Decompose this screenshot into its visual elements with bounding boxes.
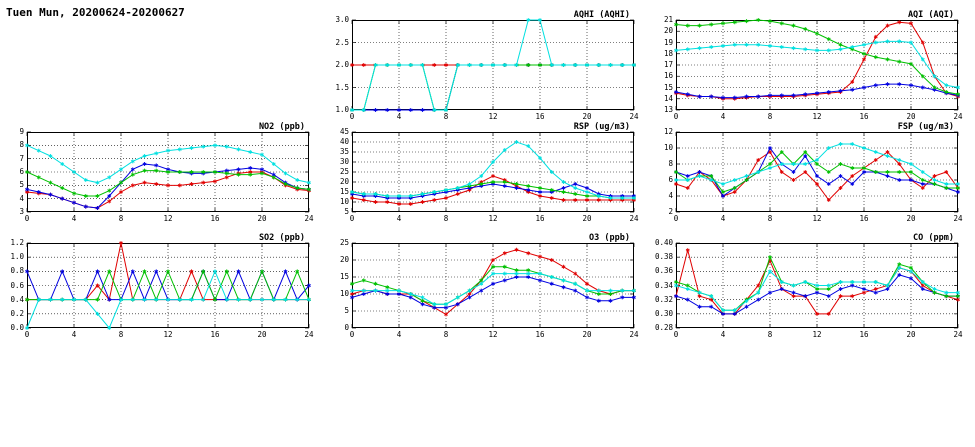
y-tick-label-aqi: 14 <box>663 93 673 103</box>
chart-title-co: CO (ppm) <box>913 233 954 243</box>
x-tick-label-aqhi: 8 <box>443 112 449 121</box>
chart-canvas-no2 <box>27 132 309 212</box>
chart-canvas-aqi <box>676 20 958 110</box>
y-tick-label-so2: 1.2 <box>10 238 24 247</box>
x-tick-label-aqhi: 24 <box>629 112 639 121</box>
x-tick-label-o3: 12 <box>488 330 498 339</box>
series-marker-day1 <box>686 248 689 252</box>
x-tick-label-rsp: 8 <box>443 214 449 223</box>
series-marker-day1 <box>562 265 565 269</box>
x-tick-label-o3: 0 <box>349 330 355 339</box>
chart-title-o3: O3 (ppb) <box>589 233 630 243</box>
y-tick-label-o3: 5 <box>344 306 349 315</box>
y-tick-label-fsp: 8 <box>668 159 673 168</box>
x-tick-label-rsp: 4 <box>396 214 402 223</box>
y-tick-label-aqi: 19 <box>663 37 673 47</box>
x-tick-label-aqi: 24 <box>953 112 963 121</box>
x-tick-label-o3: 20 <box>582 330 592 339</box>
y-tick-label-co: 0.28 <box>654 323 673 332</box>
y-tick-label-co: 0.34 <box>654 280 673 290</box>
x-tick-label-rsp: 24 <box>629 214 639 223</box>
x-tick-label-fsp: 12 <box>812 214 822 223</box>
chart-canvas-aqhi <box>352 20 634 110</box>
chart-canvas-o3 <box>352 243 634 328</box>
x-tick-label-so2: 8 <box>118 330 124 339</box>
x-tick-label-aqhi: 0 <box>349 112 355 121</box>
y-tick-label-rsp: 20 <box>339 177 349 186</box>
y-tick-label-co: 0.40 <box>654 238 673 247</box>
x-tick-label-so2: 12 <box>163 330 173 339</box>
x-tick-label-no2: 16 <box>210 214 220 223</box>
x-tick-label-no2: 24 <box>304 214 314 223</box>
x-tick-label-fsp: 0 <box>673 214 679 223</box>
chart-canvas-fsp <box>676 132 958 212</box>
x-tick-label-so2: 4 <box>71 330 77 339</box>
x-tick-label-aqi: 4 <box>720 112 726 121</box>
y-tick-label-no2: 6 <box>19 167 24 176</box>
chart-title-fsp: FSP (ug/m3) <box>897 122 954 132</box>
chart-title-aqhi: AQHI (AQHI) <box>573 10 630 20</box>
series-marker-day4 <box>37 149 40 153</box>
x-tick-label-no2: 4 <box>71 214 77 223</box>
chart-canvas-co <box>676 243 958 328</box>
y-tick-label-co: 0.32 <box>654 294 673 304</box>
series-marker-day3 <box>260 269 263 273</box>
x-tick-label-aqi: 8 <box>767 112 773 121</box>
y-tick-label-o3: 0 <box>344 323 349 332</box>
x-tick-label-fsp: 24 <box>953 214 963 223</box>
y-tick-label-no2: 8 <box>19 140 24 150</box>
x-tick-label-aqi: 16 <box>859 112 869 121</box>
chart-title-no2: NO2 (ppb) <box>258 122 305 132</box>
x-tick-label-fsp: 16 <box>859 214 869 223</box>
y-tick-label-aqhi: 3.0 <box>335 15 349 24</box>
y-tick-label-fsp: 2 <box>668 207 673 216</box>
y-tick-label-rsp: 45 <box>339 127 349 136</box>
x-tick-label-o3: 24 <box>629 330 639 339</box>
x-tick-label-so2: 20 <box>257 330 267 339</box>
y-tick-label-aqhi: 2.0 <box>335 60 349 69</box>
y-tick-label-o3: 25 <box>339 238 349 247</box>
y-tick-label-o3: 10 <box>339 289 349 298</box>
x-tick-label-co: 20 <box>906 330 916 339</box>
chart-title-so2: SO2 (ppb) <box>258 233 305 243</box>
y-tick-label-no2: 4 <box>19 193 24 203</box>
y-tick-label-rsp: 30 <box>339 157 349 166</box>
chart-title-rsp: RSP (ug/m3) <box>573 122 630 132</box>
series-marker-day2 <box>155 269 158 273</box>
y-tick-label-rsp: 5 <box>344 207 349 216</box>
x-tick-label-o3: 8 <box>443 330 449 339</box>
x-tick-label-co: 4 <box>720 330 726 339</box>
x-tick-label-aqhi: 20 <box>582 112 592 121</box>
y-tick-label-fsp: 6 <box>668 175 673 184</box>
y-tick-label-aqi: 16 <box>663 71 673 81</box>
chart-canvas-rsp <box>352 132 634 212</box>
x-tick-label-rsp: 16 <box>535 214 545 223</box>
y-tick-label-so2: 0.8 <box>10 266 24 276</box>
series-marker-day3 <box>143 269 146 273</box>
series-marker-day3 <box>37 175 40 179</box>
y-tick-label-aqi: 15 <box>663 82 673 92</box>
x-tick-label-fsp: 20 <box>906 214 916 223</box>
y-tick-label-aqhi: 2.5 <box>335 37 349 47</box>
y-tick-label-co: 0.36 <box>654 266 673 276</box>
x-tick-label-co: 12 <box>812 330 822 339</box>
series-marker-day2 <box>284 269 287 273</box>
y-tick-label-co: 0.30 <box>654 308 673 318</box>
x-tick-label-no2: 12 <box>163 214 173 223</box>
x-tick-label-co: 24 <box>953 330 963 339</box>
series-marker-day3 <box>296 269 299 273</box>
x-tick-label-o3: 4 <box>396 330 402 339</box>
series-marker-day3 <box>49 181 52 185</box>
series-marker-day2 <box>468 295 471 299</box>
series-marker-day3 <box>61 186 64 190</box>
x-tick-label-aqhi: 12 <box>488 112 498 121</box>
x-tick-label-so2: 0 <box>24 330 30 339</box>
y-tick-label-aqi: 20 <box>663 26 673 36</box>
chart-title-aqi: AQI (AQI) <box>907 10 954 20</box>
y-tick-label-rsp: 15 <box>339 187 349 196</box>
y-tick-label-fsp: 10 <box>663 143 673 152</box>
y-tick-label-aqi: 21 <box>663 15 673 24</box>
y-tick-label-aqhi: 1.5 <box>335 82 349 92</box>
series-marker-day4 <box>456 295 459 299</box>
y-tick-label-rsp: 35 <box>339 147 349 156</box>
y-tick-label-rsp: 40 <box>339 137 349 146</box>
y-tick-label-no2: 5 <box>19 180 24 190</box>
y-tick-label-aqi: 17 <box>663 60 673 69</box>
y-tick-label-rsp: 10 <box>339 197 349 206</box>
x-tick-label-aqi: 20 <box>906 112 916 121</box>
y-tick-label-rsp: 25 <box>339 167 349 176</box>
x-tick-label-rsp: 12 <box>488 214 498 223</box>
y-tick-label-fsp: 4 <box>668 191 673 200</box>
x-tick-label-fsp: 4 <box>720 214 726 223</box>
series-marker-day3 <box>827 37 830 41</box>
x-tick-label-rsp: 20 <box>582 214 592 223</box>
y-tick-label-so2: 0.4 <box>10 294 24 304</box>
x-tick-label-co: 0 <box>673 330 679 339</box>
x-tick-label-aqi: 0 <box>673 112 679 121</box>
series-marker-day2 <box>131 269 134 273</box>
series-marker-day2 <box>480 289 483 293</box>
y-tick-label-o3: 15 <box>339 272 349 281</box>
y-tick-label-so2: 0.0 <box>10 323 24 332</box>
y-tick-label-no2: 7 <box>19 153 24 163</box>
y-tick-label-co: 0.38 <box>654 252 673 262</box>
x-tick-label-so2: 16 <box>210 330 220 339</box>
x-tick-label-aqhi: 4 <box>396 112 402 121</box>
y-tick-label-no2: 9 <box>19 127 24 136</box>
x-tick-label-o3: 16 <box>535 330 545 339</box>
x-tick-label-so2: 24 <box>304 330 314 339</box>
x-tick-label-aqhi: 16 <box>535 112 545 121</box>
y-tick-label-aqhi: 1.0 <box>335 105 349 114</box>
series-marker-day3 <box>166 269 169 273</box>
y-tick-label-no2: 3 <box>19 207 24 216</box>
x-tick-label-no2: 8 <box>118 214 124 223</box>
x-tick-label-aqi: 12 <box>812 112 822 121</box>
y-tick-label-fsp: 12 <box>663 127 673 136</box>
chart-canvas-so2 <box>27 243 309 328</box>
x-tick-label-fsp: 8 <box>767 214 773 223</box>
page-title: Tuen Mun, 20200624-20200627 <box>6 6 185 19</box>
y-tick-label-so2: 0.2 <box>10 308 24 318</box>
x-tick-label-no2: 20 <box>257 214 267 223</box>
y-tick-label-so2: 1.0 <box>10 252 24 262</box>
x-tick-label-co: 16 <box>859 330 869 339</box>
series-marker-day2 <box>745 305 748 309</box>
y-tick-label-o3: 20 <box>339 255 349 264</box>
y-tick-label-so2: 0.6 <box>10 280 24 290</box>
x-tick-label-rsp: 0 <box>349 214 355 223</box>
x-tick-label-co: 8 <box>767 330 773 339</box>
y-tick-label-aqi: 18 <box>663 48 673 58</box>
x-tick-label-no2: 0 <box>24 214 30 223</box>
y-tick-label-aqi: 13 <box>663 105 673 114</box>
